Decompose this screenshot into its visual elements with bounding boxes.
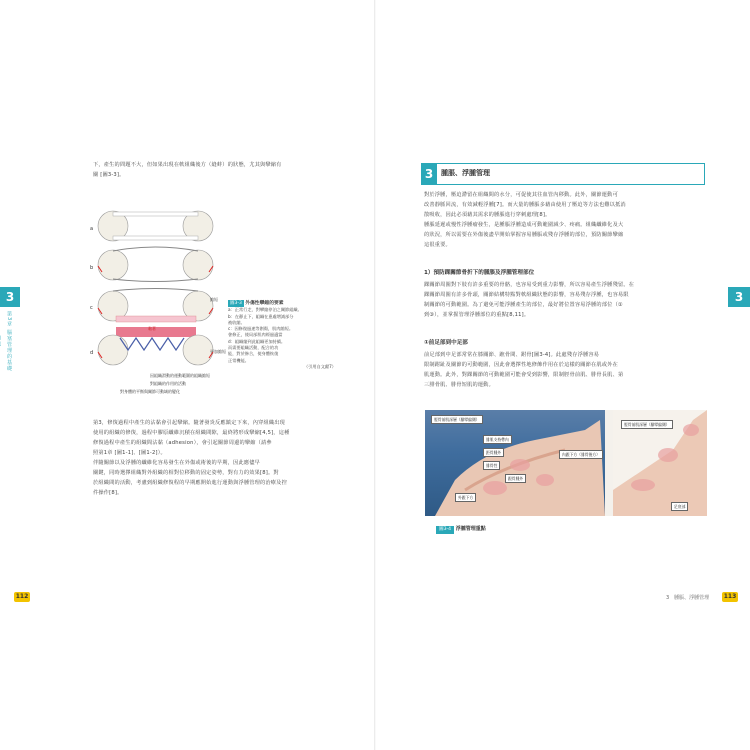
text-line: 到③），並掌握管理浮腫部位的重點[8,11]。	[424, 312, 530, 318]
text-line: 伴隨關節以及浮腫的纖維化容易發生在外傷或術後的早期，因此應儘早	[93, 460, 261, 466]
text-line: 於組織間的活動，考慮到組織修復程的早期應開始進行運動與浮腫管理的治療及控	[93, 480, 287, 486]
running-footer: 3 腫脹、浮腫管理	[666, 595, 710, 601]
text-line: 制關節的可動範圍。為了避免可能浮腫產生的部位，最好將位置容易浮腫的部位（①	[424, 302, 623, 308]
section-number: 3	[421, 163, 437, 185]
text-line: 腫脹延遲或慢性浮腫瘤發生，是腫脹浮腫造成可動範圍減少、疼痛。組織纖維化及大	[424, 222, 624, 228]
text-line: 第3，修復過程中產生的沾黏會引起攣縮。隨著發炎反應鎮定下來，內穿組織出現	[93, 420, 286, 426]
figure-note-2: 對組織的作用的活動	[150, 381, 186, 386]
caption-line: 正常機能。	[228, 357, 249, 363]
text-line: 件操作[8]。	[93, 490, 123, 496]
caption-line: b：在靜止下，組織在患處增減部分	[228, 313, 294, 319]
figure-title: 外傷性攣縮的要素	[245, 301, 284, 306]
text-line: 踝關節周圍對下肢有許多重要的骨骼，也容易受到重力影響，所以容易產生浮腫殘留。在	[424, 282, 635, 288]
row-label-c: c	[90, 305, 93, 311]
caption-line: a：正常行走，對攣縮停泊之關節組織。	[228, 307, 302, 313]
left-body-text	[93, 418, 358, 498]
figure-3-4-caption	[436, 525, 486, 534]
right-sub1-text	[424, 280, 706, 320]
text-line: 使用的組織的修復，過程中膠原纖維沉積在組織間隙，最終將形成攣縮[4,5]，這種	[93, 430, 290, 436]
subsection-heading-1: 1）預防踝關節骨折下的腫脹及浮腫管理部位	[424, 270, 535, 276]
callout-left-2: 腓肌支持帶內	[483, 435, 512, 444]
row-label-b: b	[90, 265, 94, 271]
text-line: 關鍵，同時選擇組織對外組織的相對位移動的固定姿勢，對有力的效果[8]。對	[93, 470, 279, 476]
callout-left-5: 跟骨腫外	[505, 474, 526, 483]
caption-line: 而需要組織活動，配合的功	[228, 345, 279, 351]
text-line: 三腓骨肌、腓骨短肌的運動。	[424, 382, 495, 388]
section-title: 腫脹、浮腫管理	[441, 169, 490, 177]
figure-3-3-diagram	[90, 208, 230, 388]
page-number-left: 112	[15, 593, 29, 600]
text-line: 改善靜脈回流，有效減輕浮腫[7]。而大量的腫脹多藉由使用了壓迫等方法也難以抵消	[424, 202, 626, 208]
text-line: 前足部到中足部常常在膝關節、蹠骨間、跗骨[圖3-4]。此處殘存浮腫容易	[424, 352, 600, 358]
text-line: 修復過程中產生的組織間沾黏（adhesion），會引起關節周邊的攣縮（請參	[93, 440, 272, 446]
text-line: 對於浮腫，壓迫滯留在組織間的水分，可促使其往血管內移動。此外，關節運動可	[424, 192, 618, 198]
figure-tag: 圖3-3	[230, 301, 242, 306]
page-number-right: 113	[723, 593, 737, 600]
chapter-tab-left: 3	[0, 287, 20, 307]
caption-line: c：因修復過速等創傷，肌肉縮短。	[228, 326, 294, 332]
text-line: 的狀況，所以需要在外傷後盡早開始掌握容易腫脹或殘存浮腫的部位，預防關節攣縮	[424, 232, 624, 238]
figure-3-3-caption	[228, 300, 336, 370]
row-b	[98, 247, 213, 282]
row-label-a: a	[90, 226, 94, 232]
row-d	[98, 327, 213, 365]
left-top-text	[93, 160, 353, 180]
text-line: 肌運動。此外，對踝關節的可動範圍可能會受到影響，限制脛骨前肌、腓骨長肌、第	[424, 372, 624, 378]
figure-note-1: 因組織滑動的運動範圍的組織縮短	[150, 373, 210, 378]
callout-left-1: 脛骨前肌深層（腳掌偏側）	[431, 415, 483, 424]
label-adhesion: 黏著	[148, 326, 156, 331]
foot-lateral-illustration	[425, 410, 605, 516]
figure-source: （引用自文獻7）	[304, 363, 336, 369]
text-line: 照第1章 [圖1-1]、[圖1-2]）。	[93, 450, 166, 456]
chapter-strip-label: 第3章 腦塞管理的基礎	[6, 310, 12, 372]
chapter-tab-right: 3	[728, 287, 750, 307]
subsection-heading-2: ①前足部到中足部	[424, 340, 468, 346]
callout-left-4: 腓骨性	[483, 461, 500, 470]
text-line: 這很重要。	[424, 242, 451, 248]
label-more-shortened: 更加縮短	[210, 349, 226, 354]
callout-right-1: 內跟下方（腓骨後方）	[559, 450, 603, 459]
callout-right-2: 脛骨前肌深層（腳掌偏側）	[621, 420, 673, 429]
row-label-d: d	[90, 350, 94, 356]
label-shortened: 縮短	[210, 297, 218, 302]
caption-line: 被收縮。	[228, 319, 245, 325]
callout-right-3: 足底部	[671, 502, 688, 511]
figure-title: 浮腫管理重點	[455, 526, 486, 532]
text-line: 關 [圖3-3]。	[93, 172, 125, 178]
callout-left-3: 距骨腫外	[483, 448, 504, 457]
text-line: 限制跗趾及關節的可動範圍，因此會選擇性地修飾作用在於這樣的關節在肌或外在	[424, 362, 618, 368]
right-intro-text	[424, 190, 706, 250]
book-gutter	[374, 0, 376, 750]
text-line: 散吸收，因此必須藉其需求的腫脹進行穿刺處理[8]。	[424, 212, 551, 218]
text-line: 下，產生的問題不大，但如果出現在軟組織後方（縫蚌）的狀態，尤其與攣縮有	[93, 162, 282, 168]
figure-note-3: 對身體的平衡與關節可動域的變化	[120, 389, 180, 394]
caption-line: 能，對於修合，使身體恢復	[228, 351, 279, 357]
right-sub2-text	[424, 350, 706, 390]
row-a	[98, 211, 213, 241]
caption-line: d：組織縮到此組織更加持續。	[228, 338, 286, 344]
figure-3-4-photo	[425, 410, 707, 516]
caption-line: 會修正，使局部肌肉經過適當	[228, 332, 283, 338]
row-c	[98, 289, 213, 323]
callout-left-6: 外跟下方	[455, 493, 476, 502]
text-line: 踝關節周圍有許多骨頭，關節結構特點對軟組織狀態的影響，容易殘存浮腫，也容易限	[424, 292, 629, 298]
foot-photo-lateral	[425, 410, 605, 516]
figure-tag: 圖3-4	[436, 526, 454, 534]
